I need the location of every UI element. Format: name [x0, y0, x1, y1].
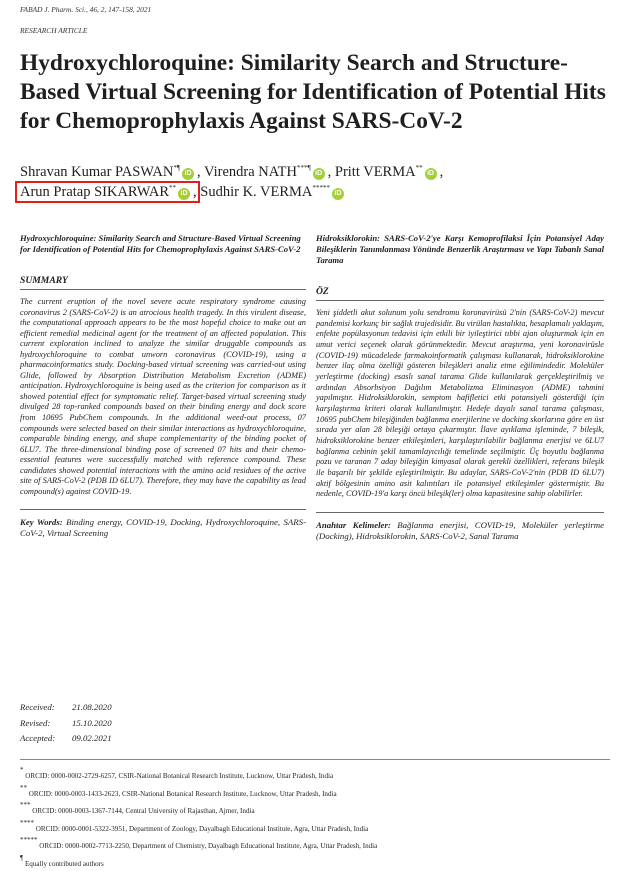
author-name[interactable]: Sudhir K. VERMA — [200, 184, 313, 200]
english-abstract — [20, 233, 306, 539]
anahtar-block — [316, 512, 604, 542]
summary-text: The current eruption of the novel severe acute respiratory syndrome causing coronavirus 2 (SARS-CoV-2) is an atrocious health tragedy. In this virulent disease, the computational approach appears to be the most hopeful choice to make out an efficient remedial medicinal agent for the treatment of an affected population. This current exploration inclined to analyze the similar druggable compounds as hydroxychloroquine to combat unworn coronavirus (COVID-19), using a pharmacoinformatics study. Docking-based virtual screening was carried-out using Glide, followed by Absorption Distribution Metabolism Excretion (ADME) anticipation. Hydroxychloroquine is being used as the criterion for comparison as it showed potential effect for symptomatic relief. Target-based virtual screening study divulged 28 top-ranked compounds based on their binding energy and dock score from 10695 PubChem compounds. In the additional weed-out process, 07 compounds were selected based on their similar interactions as hydroxychloroquine, comparable binding energy, and shape complementarity of the binding pocket of 6LU7. The three-dimensional binding pose of screened 07 hits and their chemo-essential features were successfully matched with reference compound. These candidates showed potential interactions with the amino acid residues of the active site of SARS-CoV-2 (PDB ID 6LU7). Therefore, they may have the capability as lead compound(s) against COVID-19. — [20, 297, 306, 496]
author-name-highlighted[interactable]: Arun Pratap SIKARWAR — [20, 184, 170, 200]
author-name[interactable]: Virendra NATH — [204, 164, 297, 180]
orcid-icon[interactable]: iD — [313, 168, 325, 180]
author-name[interactable]: Pritt VERMA — [334, 164, 416, 180]
english-title: Hydroxychloroquine: Similarity Search and Structure-Based Virtual Screening for Identification of Potential Hits for Chemoprophylaxis Against SARS-CoV-2 — [20, 233, 301, 254]
submission-dates — [20, 700, 112, 747]
date-label: Accepted: — [20, 733, 56, 744]
date-revised — [20, 716, 112, 732]
orcid-icon[interactable]: iD — [178, 188, 190, 200]
author-separator: , — [193, 184, 197, 200]
keywords-label: Key Words: — [20, 517, 63, 528]
affiliation-mark: ** — [169, 184, 177, 192]
keywords-text: Binding energy, COVID-19, Docking, Hydroxychloroquine, SARS-CoV-2, Virtual Screening — [20, 517, 306, 539]
summary-heading: SUMMARY — [20, 275, 306, 290]
affiliation-mark: ***** — [312, 184, 330, 192]
author-separator: , — [197, 164, 201, 180]
orcid-icon[interactable]: iD — [425, 168, 437, 180]
highlight-box — [15, 181, 200, 203]
author-name[interactable]: Shravan Kumar PASWAN — [20, 164, 174, 180]
turkish-title: Hidroksiklorokin: SARS-CoV-2'ye Karşı Kemoprofilaksi İçin Potansiyel Aday Bileşiklerin Tanımlanması Yönünde Benzerlik Araştırması ve Yapı Tabanlı Sanal Tarama — [316, 233, 604, 265]
footnotes — [20, 759, 610, 871]
date-received — [20, 700, 112, 716]
keywords-block — [20, 509, 306, 539]
affiliation-mark: *¶ — [173, 164, 180, 172]
affiliation-mark: ** — [415, 164, 423, 172]
oz-heading: ÖZ — [316, 286, 604, 301]
footnote: *** ORCID: 0000-0003-1367-7144, Central University of Rajasthan, Ajmer, India — [20, 801, 255, 816]
author-separator: , — [439, 164, 444, 180]
orcid-icon[interactable]: iD — [332, 188, 344, 200]
journal-citation: FABAD J. Pharm. Sci., 46, 2, 147-158, 2021 — [20, 5, 152, 14]
date-value: 21.08.2020 — [72, 702, 112, 712]
footnote: ¶ Equally contributed authors — [20, 853, 104, 868]
footnote: **** ORCID: 0000-0001-5322-3951, Department of Zoology, Dayalbagh Educational Institute, Agra, Uttar Pradesh, India — [20, 818, 369, 833]
oz-text: Yeni şiddetli akut solunum yolu sendromu koronavirüsü 2'nin (SARS-CoV-2) mevcut pandemisi korkunç bir sağlık trajedisidir. Bu virülan hastalıkta, hesaplamalı yaklaşım, enfekte popülasyonun tedavisi için etkili bir iyileştirici tıbbi ajan oluşturmak için en umut verici seçenek olarak görünmektedir. Mevcut araştırma, yeni koronavirüsle (COVID-19) mücadelede farmakoinformatik çalışması kullanarak, hidroksiklorokine benzer ilaç olma özelliği gösteren bileşikleri analiz etme eğilimindedir. Moleküler yerleştirme (docking) esaslı sanal tarama Glide kullanılarak gerçekleştirilmiş ve ardından Absorbsiyon Dağılım Metabolizma Eliminasyon (ADME) tahmini yapılmıştır. Hidroksiklorokin, semptom hafifletici etki potansiyeli gösterdiği için karşılaştırma kriteri olarak kullanılmıştır. Hedefe dayalı sanal tarama çalışması, 10695 pubChem bileşiğinden bağlanma enerjilerine ve docking skorlarına göre en üst sırada yer alan 28 bileşiği ortaya çıkarmıştır. İlave ayıklama işleminde, 7 bileşik, hidroksiklorokine benzer etkileşimleri, karşılaştırılabilir bağlanma enerjisi ve 6LU7 bağlanma cebinin şekil tamamlayıcılığı temelinde seçilmiştir. Üç boyutlu bağlanma pozu ve taranan 7 aday bileşiğin kimyasal olarak gerekli özellikleri, referans bileşik ile başarılı bir şekilde eşleştirilmiştir. Bu adaylar, SARS-CoV-2'nin (PDB ID 6LU7) aktif bölgesinin amino asit kalıntıları ile potansiyel etkileşimler göstermiştir. Bu nedenle, COVID-19'a karşı öncü bileşik(ler) olma kapasitesine sahip olabilirler. — [316, 308, 604, 499]
anahtar-label: Anahtar Kelimeler: — [316, 519, 391, 530]
date-value: 09.02.2021 — [72, 733, 112, 744]
date-value: 15.10.2020 — [72, 717, 112, 728]
author-separator: , — [327, 164, 332, 180]
article-type: RESEARCH ARTICLE — [20, 26, 88, 35]
date-label: Revised: — [20, 717, 51, 728]
paper-title: Hydroxychloroquine: Similarity Search and Structure-Based Virtual Screening for Identification of Potential Hits for Chemoprophylaxis Against SARS-CoV-2 — [20, 50, 606, 134]
footnote: * ORCID: 0000-0002-2729-6257, CSIR-National Botanical Research Institute, Lucknow, Uttar Pradesh, India — [20, 766, 334, 780]
date-label: Received: — [20, 702, 55, 712]
turkish-abstract — [316, 233, 604, 542]
affiliation-mark: ***¶ — [296, 164, 311, 172]
footnote: ** ORCID: 0000-0003-1433-2623, CSIR-National Botanical Research Institute, Lucknow, Uttar Pradesh, India — [20, 783, 337, 798]
date-accepted — [20, 731, 112, 747]
orcid-icon[interactable]: iD — [182, 168, 194, 180]
anahtar-text: Bağlanma enerjisi, COVID-19, Moleküler yerleştirme (Docking), Hidroksiklorokin, SARS-CoV-2, Sanal Tarama — [316, 519, 605, 541]
footnote: ***** ORCID: 0000-0002-7713-2250, Department of Chemistry, Dayalbagh Educational Institute, Agra, Uttar Pradesh, India — [20, 836, 378, 851]
author-line-1 — [20, 164, 443, 181]
